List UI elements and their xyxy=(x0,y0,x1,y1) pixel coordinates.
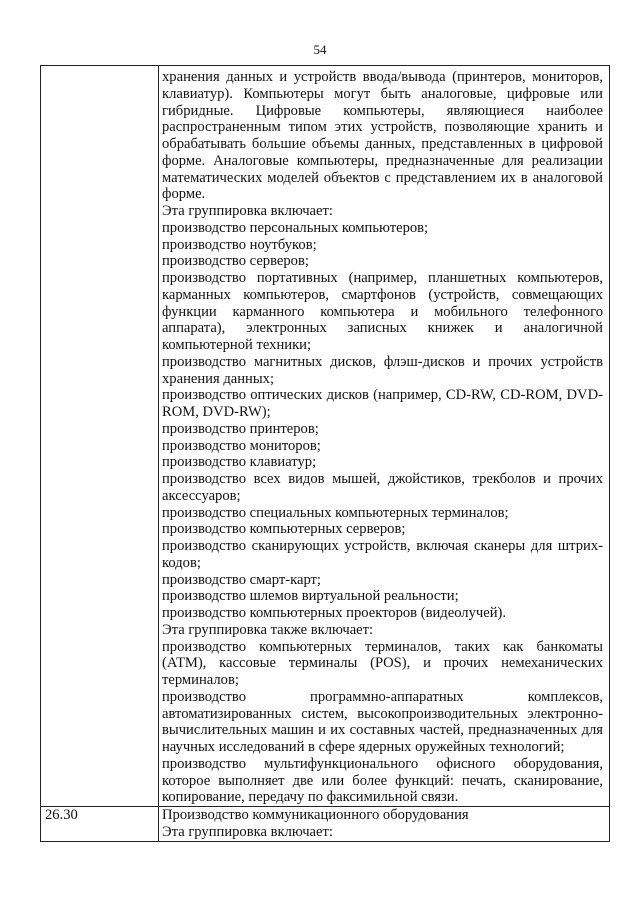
list-item: производство специальных компьютерных терминалов; xyxy=(162,504,509,521)
list-item: производство магнитных дисков, флэш-дисков и прочих устройств хранения данных; xyxy=(162,353,603,387)
code-cell xyxy=(41,66,159,807)
classification-code: 26.30 xyxy=(45,807,78,823)
list-item: производство серверов; xyxy=(162,253,309,270)
description-cell xyxy=(159,807,610,842)
list-item: производство портативных (например, планшетных компьютеров, карманных компьютеров, смартфонов (устройств, совмещающих функции карманного компьютера и мобильного телефонного аппарата), электронных записных книжек и аналогичной компьютерной техники; xyxy=(162,270,603,353)
classifier-table xyxy=(40,65,610,842)
list-item: производство мультифункционального офисного оборудования, которое выполняет две или более функций: печать, сканирование, копирование, передачу по факсимильной связи. xyxy=(162,755,603,806)
list-item: производство принтеров; xyxy=(162,420,319,437)
description-paragraph: хранения данных и устройств ввода/вывода (принтеров, мониторов, клавиатур). Компьютеры могут быть аналоговые, цифровые или гибридные. Цифровые компьютеры, являющиеся наиболее распространенным типом этих устройств, позволяющие хранить и обрабатывать большие объемы данных, представленных в цифровой форме. Аналоговые компьютеры, предназначенные для реализации математических моделей объектов с представлением их в аналоговой форме. xyxy=(162,69,603,203)
list-item: производство мониторов; xyxy=(162,437,321,454)
table-row xyxy=(41,66,610,807)
group-heading: Эта группировка также включает: xyxy=(162,621,374,638)
description-cell xyxy=(159,66,610,807)
group-title: Производство коммуникационного оборудования xyxy=(162,807,469,823)
list-item: производство ноутбуков; xyxy=(162,236,317,253)
list-item: производство персональных компьютеров; xyxy=(162,219,429,236)
table-row xyxy=(41,807,610,842)
code-cell xyxy=(41,807,159,842)
list-item: производство программно-аппаратных комплексов, автоматизированных систем, высокопроизводительных электронно-вычислительных машин и их составных частей, предназначенных для научных исследований в сфере ядерных оружейных технологий; xyxy=(162,688,603,755)
group-heading: Эта группировка включает: xyxy=(162,823,333,840)
list-item: производство всех видов мышей, джойстиков, трекболов и прочих аксессуаров; xyxy=(162,471,603,504)
group-heading: Эта группировка включает: xyxy=(162,203,333,219)
list-item: производство компьютерных терминалов, таких как банкоматы (АТМ), кассовые терминалы (POS), и прочих немеханических терминалов; xyxy=(162,638,603,688)
page-number: 54 xyxy=(313,42,327,57)
list-item: производство компьютерных серверов; xyxy=(162,521,406,538)
list-item: производство сканирующих устройств, включая сканеры для штрих-кодов; xyxy=(162,538,603,571)
list-item: производство смарт-карт; xyxy=(162,571,321,588)
list-item: производство компьютерных проекторов (видеолучей). xyxy=(162,605,507,621)
list-item: производство оптических дисков (например, CD-RW, CD-ROM, DVD-ROM, DVD-RW); xyxy=(162,387,603,420)
list-item: производство шлемов виртуальной реальности; xyxy=(162,588,459,605)
list-item: производство клавиатур; xyxy=(162,454,317,471)
